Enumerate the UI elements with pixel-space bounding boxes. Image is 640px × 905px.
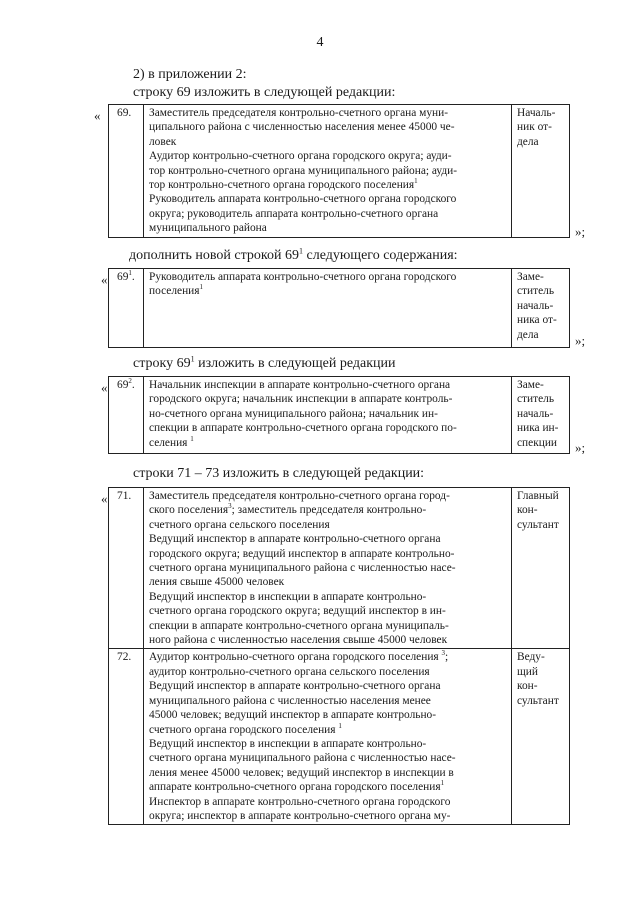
row-69-1-positions: Руководитель аппарата контрольно-счетного органа городского поселения$^1$ — [144, 269, 512, 348]
row-69-1-table — [108, 268, 570, 348]
row-69-2-post: Заме- ститель началь- ника ин- спекции — [512, 377, 570, 454]
row-71-positions: Заместитель председателя контрольно-счетного органа город- ского поселения$^3$; заместитель председателя контрольно- счетного органа сельского поселения Ведущий инспектор в аппарате контрольно-счетного органа городского округа; ведущий инспектор в аппарате контрольно- счетного органа муниципального района с численностью насе- ления свыше 45000 человек Ведущий инспектор в инспекции в аппарате контрольно- счетного органа городского округа; ведущий инспектор в ин- спекции в аппарате контрольно-счетного органа муниципаль- ного района с численностью населения свыше 45000 человек — [144, 488, 512, 649]
quote-open: « — [101, 380, 108, 395]
row-69-2-positions: Начальник инспекции в аппарате контрольно-счетного органа городского округа; начальник инспекции в аппарате контроль- но-счетного органа муниципального района; начальник ин- спекции в аппарате контрольно-счетного органа городского по- селения $^1$ — [144, 377, 512, 454]
row-69-1-post: Заме- ститель началь- ника от- дела — [512, 269, 570, 348]
table-row — [109, 649, 570, 825]
quote-close: »; — [575, 440, 586, 455]
row-71-number: 71. — [109, 488, 144, 649]
quote-close: »; — [575, 333, 586, 348]
quote-open: « — [101, 272, 108, 287]
row69-1-instruction: строку $69^1$ изложить в следующей редакции — [133, 354, 396, 371]
row-69-table — [108, 104, 570, 238]
row-71-post: Главный кон- сультант — [512, 488, 570, 649]
row-72-number: 72. — [109, 649, 144, 825]
row-69-1-number: $69^1$. — [109, 269, 144, 348]
row-69-positions: Заместитель председателя контрольно-счетного органа муни- ципального района с численностью населения менее 45000 че- ловек Аудитор контрольно-счетного органа городского округа; ауди- тор контрольно-счетного органа муниципального района; ауди- тор контрольно-счетного органа городского поселения$^1$ Руководитель аппарата контрольно-счетного органа городского округа; руководитель аппарата контрольно-счетного органа муниципального района — [144, 105, 512, 238]
quote-close: »; — [575, 224, 586, 239]
table-row — [109, 488, 570, 649]
quote-open: « — [94, 108, 101, 123]
rows71-73-instruction: строки 71 – 73 изложить в следующей редакции: — [133, 466, 425, 481]
row69-instruction: строку 69 изложить в следующей редакции: — [133, 85, 396, 100]
rows-71-72-table — [108, 487, 570, 825]
row-69-post: Началь- ник от- дела — [512, 105, 570, 238]
row-69-2-number: $69^2$. — [109, 377, 144, 454]
appendix-heading: 2) в приложении 2: — [133, 67, 247, 82]
add-row-instruction: дополнить новой строкой $69^1$ следующего содержания: — [129, 246, 458, 263]
row-69-number: 69. — [109, 105, 144, 238]
quote-open: « — [101, 491, 108, 506]
row-72-post: Веду- щий кон- сультант — [512, 649, 570, 825]
row-72-positions: Аудитор контрольно-счетного органа городского поселения $^3$; аудитор контрольно-счетного органа сельского поселения Ведущий инспектор в аппарате контрольно-счетного органа муниципального района с численностью населения менее 45000 человек; ведущий инспектор в аппарате контрольно- счетного органа городского поселения $^1$ Ведущий инспектор в инспекции в аппарате контрольно- счетного органа муниципального района с численностью насе- ления менее 45000 человек; ведущий инспектор в инспекции в аппарате контрольно-счетного органа городского поселения$^1$ Инспектор в аппарате контрольно-счетного органа городского округа; инспектор в аппарате контрольно-счетного органа му- — [144, 649, 512, 825]
row-69-2-table — [108, 376, 570, 454]
page-number: 4 — [316, 35, 324, 50]
